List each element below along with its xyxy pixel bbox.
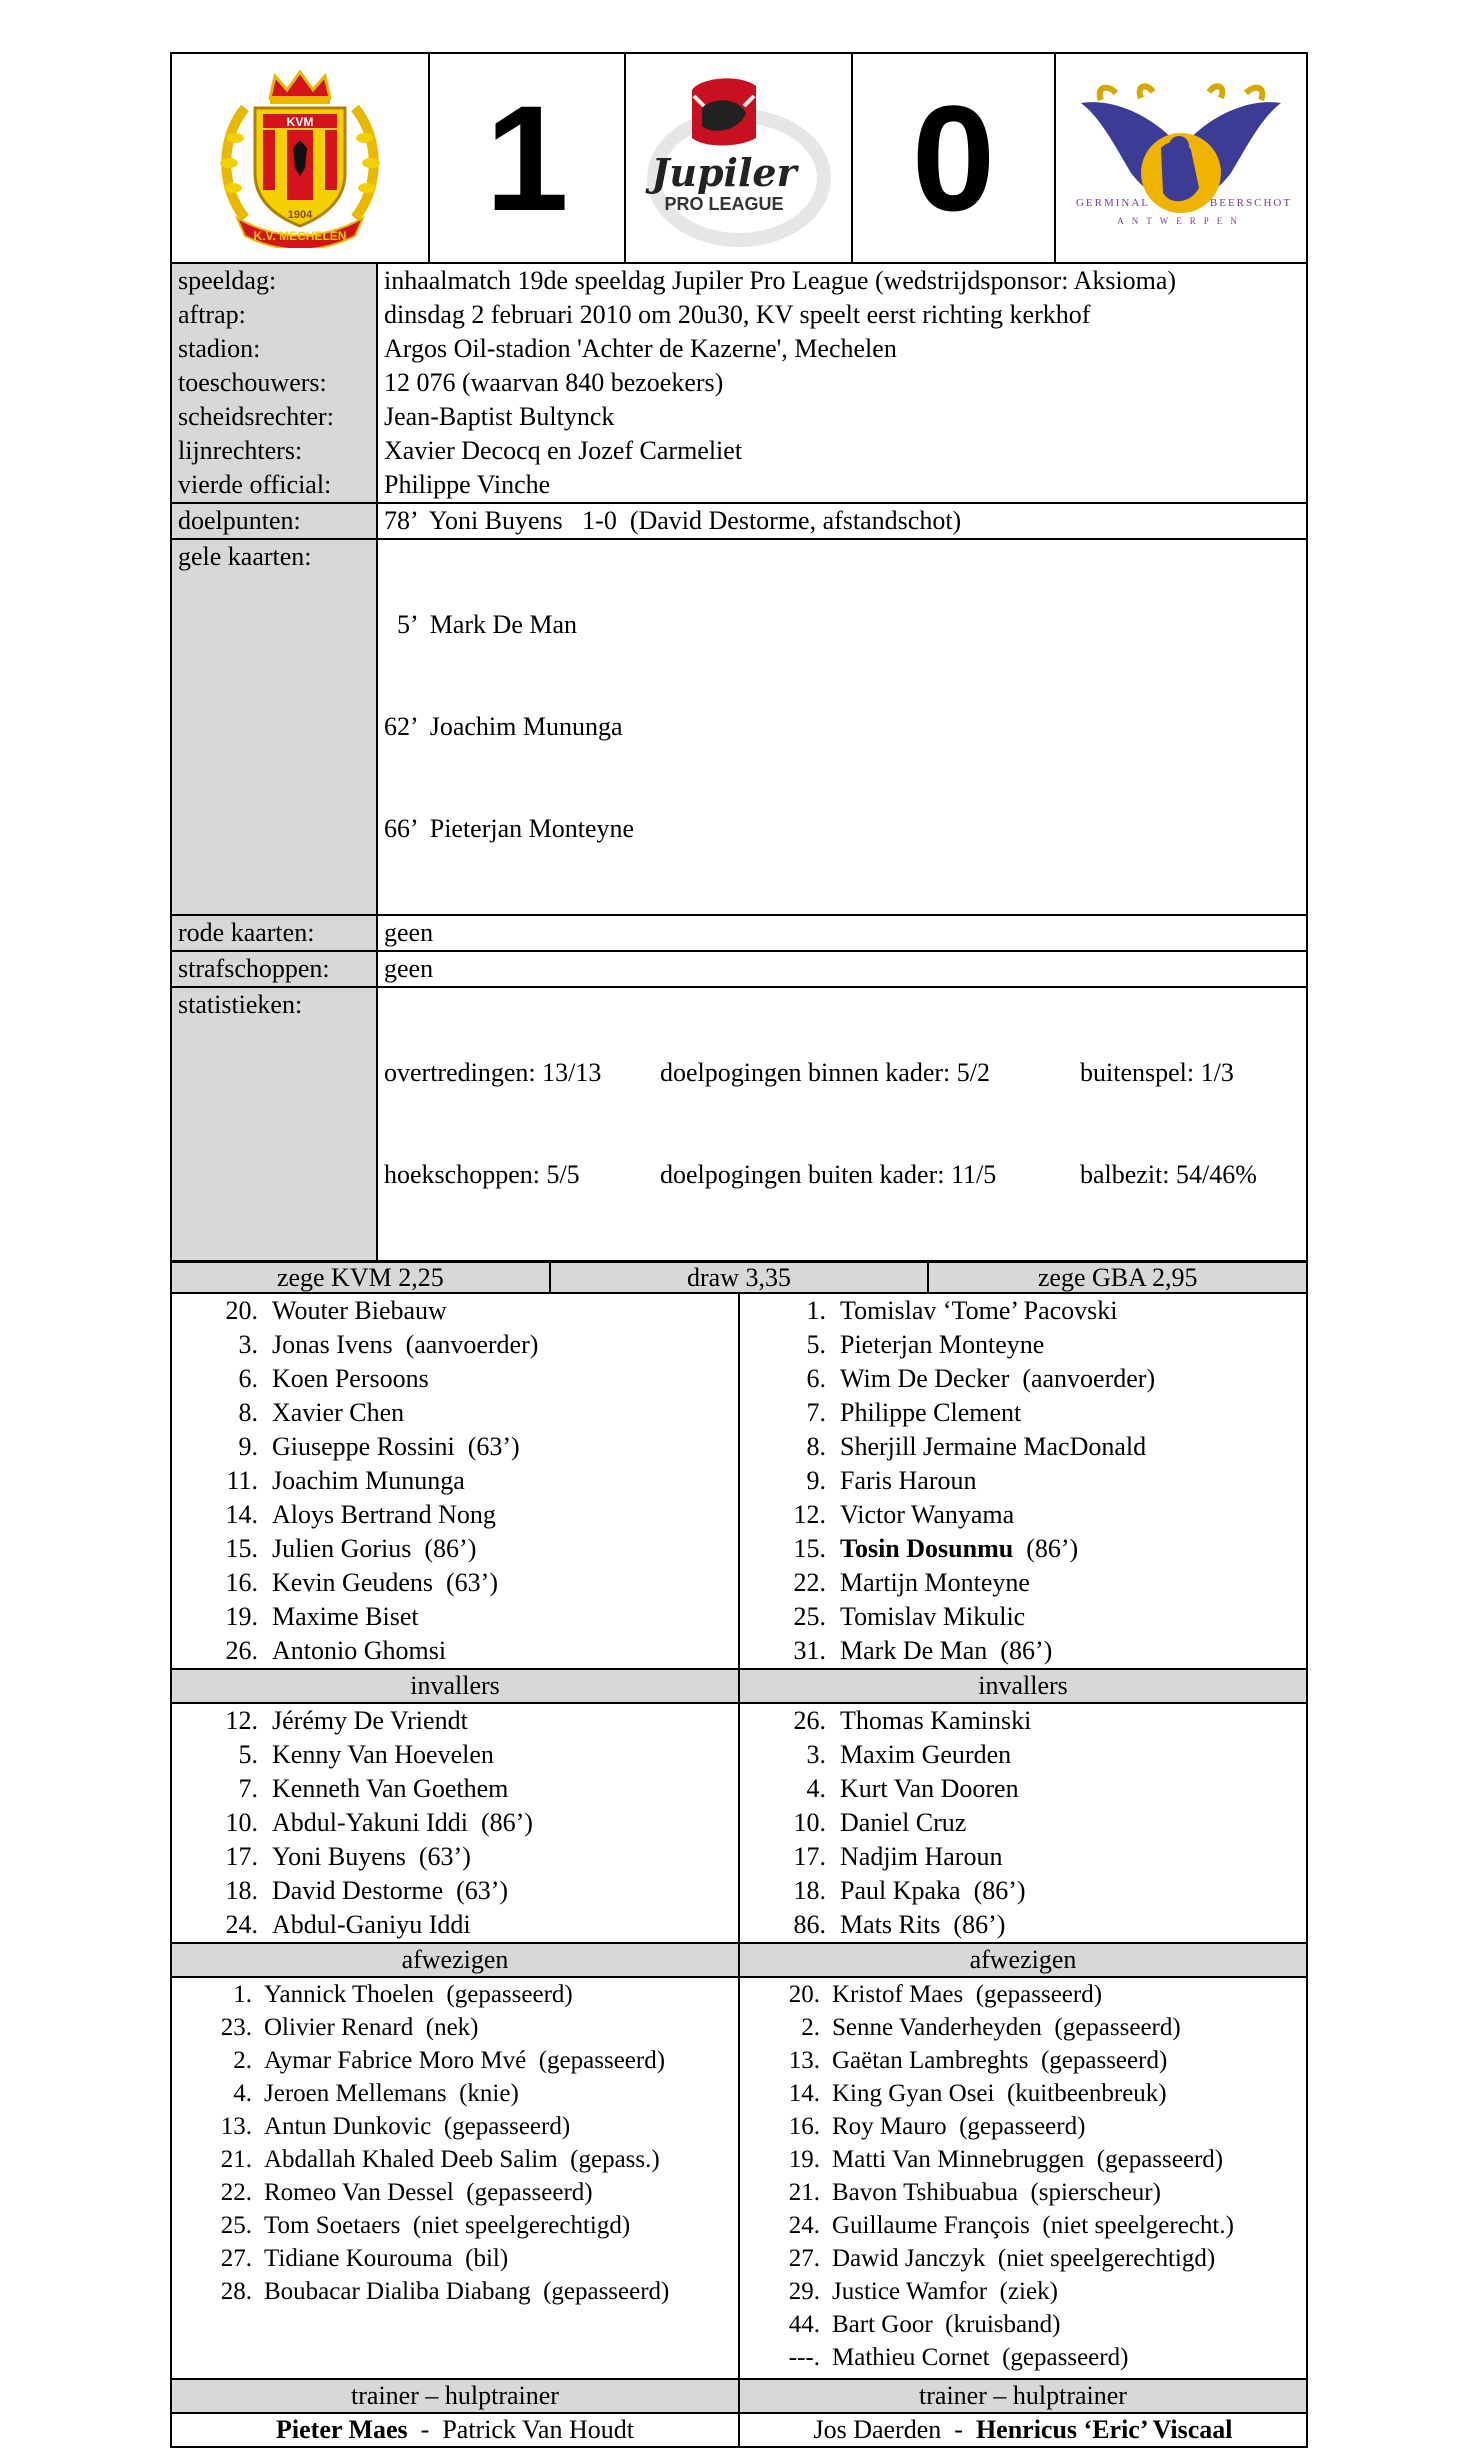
- home-score: 1: [485, 74, 569, 242]
- player-name: Antonio Ghomsi: [272, 1636, 447, 1665]
- player-name: Kurt Van Dooren: [840, 1774, 1019, 1803]
- shirt-number: 3.: [238, 1330, 258, 1359]
- player-row: [172, 2044, 738, 2077]
- player-name: Tom Soetaers (niet speelgerechtigd): [264, 2212, 631, 2239]
- shirt-number: 2.: [801, 2014, 820, 2041]
- player-row: [740, 1328, 1306, 1362]
- shirt-number: 20.: [225, 1296, 258, 1325]
- player-row: [172, 1634, 738, 1668]
- shirt-number: 1.: [806, 1296, 826, 1325]
- player-name: Bavon Tshibuabua (spierscheur): [832, 2179, 1161, 2206]
- yellow-card-item: 5’ Mark De Man: [384, 610, 578, 639]
- value-stadion: Argos Oil-stadion 'Achter de Kazerne', Mechelen: [384, 334, 897, 363]
- value-aftrap: dinsdag 2 februari 2010 om 20u30, KV speelt eerst richting kerkhof: [384, 300, 1091, 329]
- player-row: [740, 2011, 1306, 2044]
- player-row: [172, 2110, 738, 2143]
- player-row: [740, 1600, 1306, 1634]
- value-lijnrechters: Xavier Decocq en Jozef Carmeliet: [384, 436, 743, 465]
- shirt-number: 15.: [793, 1534, 826, 1563]
- value-vierde-official: Philippe Vinche: [384, 470, 551, 499]
- yellow-card-item: 66’ Pieterjan Monteyne: [384, 814, 635, 843]
- shirt-number: 10.: [225, 1808, 258, 1837]
- player-name: Daniel Cruz: [840, 1808, 967, 1837]
- label-strafschoppen: strafschoppen:: [172, 951, 377, 987]
- jupiler-wordmark: Jupiler: [650, 150, 797, 195]
- player-name: Tomislav ‘Tome’ Pacovski: [840, 1296, 1118, 1325]
- player-name: Jeroen Mellemans (knie): [264, 2080, 519, 2107]
- shirt-number: 27.: [788, 2245, 820, 2272]
- shirt-number: 21.: [220, 2146, 252, 2173]
- shirt-number: 29.: [788, 2278, 820, 2305]
- stat-buiten-kader: doelpogingen buiten kader: 11/5: [660, 1160, 997, 1189]
- player-name: Wim De Decker (aanvoerder): [840, 1364, 1156, 1393]
- player-name: King Gyan Osei (kuitbeenbreuk): [832, 2080, 1167, 2107]
- shirt-number: 9.: [238, 1432, 258, 1461]
- gba-name-right: BEERSCHOT: [1209, 197, 1293, 209]
- player-name: Guillaume François (niet speelgerecht.): [832, 2212, 1234, 2239]
- shirt-number: 16.: [788, 2113, 820, 2140]
- player-name: Yoni Buyens (63’): [272, 1842, 471, 1871]
- player-row: [740, 1978, 1306, 2011]
- player-name: Romeo Van Dessel (gepasseerd): [264, 2179, 593, 2206]
- home-score-cell: [430, 54, 626, 262]
- shirt-number: 7.: [238, 1774, 258, 1803]
- player-name: Aloys Bertrand Nong: [272, 1500, 496, 1529]
- player-row: [740, 1294, 1306, 1328]
- value-toeschouwers: 12 076 (waarvan 840 bezoekers): [384, 368, 724, 397]
- player-name: Kevin Geudens (63’): [272, 1568, 498, 1597]
- home-absent-header: afwezigen: [172, 1942, 740, 1978]
- home-assistant: Patrick Van Houdt: [442, 2415, 634, 2444]
- stat-hoekschoppen: hoekschoppen: 5/5: [384, 1160, 580, 1189]
- shirt-number: 17.: [225, 1842, 258, 1871]
- player-name: Aymar Fabrice Moro Mvé (gepasseerd): [264, 2047, 666, 2074]
- player-row: [740, 1704, 1306, 1738]
- player-name: Boubacar Dialiba Diabang (gepasseerd): [264, 2278, 670, 2305]
- label-statistieken: statistieken:: [172, 987, 377, 1260]
- player-row: [740, 1362, 1306, 1396]
- away-score-cell: [853, 54, 1056, 262]
- player-row: [740, 1498, 1306, 1532]
- absent-header-row: [170, 1942, 1308, 1978]
- shirt-number: 31.: [793, 1636, 826, 1665]
- player-row: [172, 1430, 738, 1464]
- player-name: Kristof Maes (gepasseerd): [832, 1981, 1103, 2008]
- germinal-beerschot-logo-icon: [1061, 78, 1301, 238]
- player-row: [172, 1396, 738, 1430]
- player-row: [172, 1362, 738, 1396]
- shirt-number: 25.: [793, 1602, 826, 1631]
- stat-overtredingen: overtredingen: 13/13: [384, 1058, 602, 1087]
- player-row: [740, 1840, 1306, 1874]
- player-name: Giuseppe Rossini (63’): [272, 1432, 520, 1461]
- yellow-card-item: 62’ Joachim Mununga: [384, 712, 623, 741]
- odds-bar: [170, 1260, 1308, 1294]
- shirt-number: 12.: [225, 1706, 258, 1735]
- player-row: [172, 2275, 738, 2308]
- label-rode-kaarten: rode kaarten:: [172, 915, 377, 951]
- home-subs: [172, 1704, 740, 1942]
- shirt-number: 11.: [226, 1466, 258, 1495]
- player-row: [172, 1294, 738, 1328]
- player-row: [172, 1600, 738, 1634]
- player-name: Victor Wanyama: [840, 1500, 1015, 1529]
- player-row: [172, 1978, 738, 2011]
- player-row: [740, 1634, 1306, 1668]
- player-row: [740, 1430, 1306, 1464]
- player-name: Justice Wamfor (ziek): [832, 2278, 1058, 2305]
- player-row: [172, 1840, 738, 1874]
- absent-section: [170, 1978, 1308, 2378]
- jupiler-pro-league-logo-icon: [644, 68, 834, 248]
- player-name: Nadjim Haroun: [840, 1842, 1003, 1871]
- player-name: Abdul-Ganiyu Iddi: [272, 1910, 471, 1939]
- shirt-number: 19.: [788, 2146, 820, 2173]
- away-score: 0: [911, 74, 996, 242]
- value-scheidsrechter: Jean-Baptist Bultynck: [384, 402, 615, 431]
- player-row: [172, 2143, 738, 2176]
- label-speeldag: speeldag:: [172, 264, 377, 298]
- away-trainer-header: trainer – hulptrainer: [740, 2378, 1306, 2414]
- player-name: Julien Gorius (86’): [272, 1534, 477, 1563]
- player-row: [740, 1532, 1306, 1566]
- home-trainer-header: trainer – hulptrainer: [172, 2378, 740, 2414]
- player-name: Maxime Biset: [272, 1602, 419, 1631]
- label-gele-kaarten: gele kaarten:: [172, 539, 377, 915]
- player-row: [740, 1464, 1306, 1498]
- label-lijnrechters: lijnrechters:: [172, 434, 377, 468]
- shirt-number: 28.: [220, 2278, 252, 2305]
- player-name: Paul Kpaka (86’): [840, 1876, 1026, 1905]
- label-aftrap: aftrap:: [172, 298, 377, 332]
- player-row: [740, 2176, 1306, 2209]
- shirt-number: 15.: [225, 1534, 258, 1563]
- away-logo-cell: [1056, 54, 1306, 262]
- home-absent: [172, 1978, 740, 2378]
- player-row: [172, 2242, 738, 2275]
- sub-minute: (86’): [1013, 1534, 1079, 1563]
- player-row: [740, 1874, 1306, 1908]
- shirt-number: 21.: [788, 2179, 820, 2206]
- shirt-number: 18.: [225, 1876, 258, 1905]
- player-row: [740, 2044, 1306, 2077]
- shirt-number: 18.: [793, 1876, 826, 1905]
- player-row: [740, 1806, 1306, 1840]
- trainer-separator: -: [407, 2415, 443, 2444]
- player-name: Mark De Man (86’): [840, 1636, 1053, 1665]
- player-name: Maxim Geurden: [840, 1740, 1012, 1769]
- away-absent: [740, 1978, 1306, 2378]
- shirt-number: 12.: [793, 1500, 826, 1529]
- player-name: Yannick Thoelen (gepasseerd): [264, 1981, 573, 2008]
- player-row: [172, 2011, 738, 2044]
- player-row: [172, 2176, 738, 2209]
- shirt-number: 14.: [788, 2080, 820, 2107]
- player-name: Antun Dunkovic (gepasseerd): [264, 2113, 571, 2140]
- shirt-number: 24.: [225, 1910, 258, 1939]
- player-name: Bart Goor (kruisband): [832, 2311, 1061, 2338]
- label-stadion: stadion:: [172, 332, 377, 366]
- shirt-number: 20.: [788, 1981, 820, 2008]
- away-absent-header: afwezigen: [740, 1942, 1306, 1978]
- shirt-number: 8.: [238, 1398, 258, 1427]
- score-header: [170, 52, 1308, 264]
- value-doelpunten: 78’ Yoni Buyens 1-0 (David Destorme, afstandschot): [377, 503, 1306, 539]
- shirt-number: 6.: [806, 1364, 826, 1393]
- player-row: [740, 1772, 1306, 1806]
- shirt-number: 19.: [225, 1602, 258, 1631]
- shirt-number: 26.: [793, 1706, 826, 1735]
- player-name: Abdallah Khaled Deeb Salim (gepass.): [264, 2146, 660, 2173]
- away-trainers: [740, 2414, 1306, 2446]
- player-row: [740, 1566, 1306, 1600]
- shirt-number: 26.: [225, 1636, 258, 1665]
- stat-buitenspel: buitenspel: 1/3: [1080, 1058, 1234, 1087]
- player-name: Koen Persoons: [272, 1364, 429, 1393]
- shirt-number: 13.: [788, 2047, 820, 2074]
- league-logo-cell: [626, 54, 853, 262]
- player-name: Kenneth Van Goethem: [272, 1774, 509, 1803]
- away-subs: [740, 1704, 1306, 1942]
- player-name: Wouter Biebauw: [272, 1296, 447, 1325]
- player-name: Matti Van Minnebruggen (gepasseerd): [832, 2146, 1224, 2173]
- player-name: Tomislav Mikulic: [840, 1602, 1026, 1631]
- home-trainer: Pieter Maes: [276, 2415, 408, 2444]
- player-name: Sherjill Jermaine MacDonald: [840, 1432, 1147, 1461]
- player-name: Roy Mauro (gepasseerd): [832, 2113, 1086, 2140]
- home-starters: [172, 1294, 740, 1668]
- value-statistieken: [377, 987, 1306, 1260]
- shirt-number: 8.: [806, 1432, 826, 1461]
- label-scheidsrechter: scheidsrechter:: [172, 400, 377, 434]
- gba-name-left: GERMINAL: [1075, 197, 1151, 209]
- kvm-crest-year: 1904: [287, 209, 313, 221]
- player-row: [172, 1806, 738, 1840]
- away-assistant: Henricus ‘Eric’ Viscaal: [975, 2415, 1233, 2444]
- shirt-number: 44.: [788, 2311, 820, 2338]
- player-name: Mats Rits (86’): [840, 1910, 1006, 1939]
- player-row: [172, 1908, 738, 1942]
- label-doelpunten: doelpunten:: [172, 503, 377, 539]
- shirt-number: 86.: [793, 1910, 826, 1939]
- shirt-number: 5.: [238, 1740, 258, 1769]
- shirt-number: ---.: [788, 2344, 820, 2371]
- stat-balbezit: balbezit: 54/46%: [1080, 1160, 1257, 1189]
- shirt-number: 5.: [806, 1330, 826, 1359]
- player-row: [740, 2242, 1306, 2275]
- player-row: [172, 1532, 738, 1566]
- shirt-number: 24.: [788, 2212, 820, 2239]
- label-vierde-official: vierde official:: [172, 468, 377, 503]
- shirt-number: 2.: [233, 2047, 252, 2074]
- odds-away: zege GBA 2,95: [1037, 1263, 1198, 1292]
- shirt-number: 27.: [220, 2245, 252, 2272]
- player-name: Tidiane Kourouma (bil): [264, 2245, 509, 2272]
- trainer-row: [170, 2414, 1308, 2448]
- shirt-number: 1.: [233, 1981, 252, 2008]
- player-row: [172, 1464, 738, 1498]
- label-toeschouwers: toeschouwers:: [172, 366, 377, 400]
- player-name: Thomas Kaminski: [840, 1706, 1032, 1735]
- player-name: Xavier Chen: [272, 1398, 405, 1427]
- player-name: Dawid Janczyk (niet speelgerechtigd): [832, 2245, 1216, 2272]
- player-row: [172, 1328, 738, 1362]
- player-row: [172, 1566, 738, 1600]
- player-row: [740, 2308, 1306, 2341]
- odds-draw: draw 3,35: [551, 1263, 930, 1292]
- home-logo-cell: [172, 54, 430, 262]
- shirt-number: 9.: [806, 1466, 826, 1495]
- odds-home: zege KVM 2,25: [172, 1263, 551, 1292]
- value-rode-kaarten: geen: [377, 915, 1306, 951]
- kv-mechelen-crest-icon: [215, 68, 385, 248]
- player-name: David Destorme (63’): [272, 1876, 509, 1905]
- player-row: [172, 1772, 738, 1806]
- starters-section: [170, 1294, 1308, 1668]
- player-row: [740, 2209, 1306, 2242]
- player-row: [172, 1874, 738, 1908]
- trainer-header-row: [170, 2378, 1308, 2414]
- shirt-number: 23.: [220, 2014, 252, 2041]
- player-row: [740, 1908, 1306, 1942]
- player-name: Olivier Renard (nek): [264, 2014, 479, 2041]
- shirt-number: 7.: [806, 1398, 826, 1427]
- player-name: Martijn Monteyne: [840, 1568, 1030, 1597]
- home-trainers: [172, 2414, 740, 2446]
- player-row: [172, 1738, 738, 1772]
- shirt-number: 16.: [225, 1568, 258, 1597]
- player-name: Pieterjan Monteyne: [840, 1330, 1045, 1359]
- player-row: [740, 2110, 1306, 2143]
- away-starters: [740, 1294, 1306, 1668]
- shirt-number: 14.: [225, 1500, 258, 1529]
- subs-section: [170, 1704, 1308, 1942]
- value-strafschoppen: geen: [377, 951, 1306, 987]
- player-row: [740, 1738, 1306, 1772]
- subs-header-row: [170, 1668, 1308, 1704]
- player-row: [740, 2143, 1306, 2176]
- kvm-crest-letters: KVM: [286, 115, 314, 129]
- shirt-number: 22.: [793, 1568, 826, 1597]
- away-subs-header: invallers: [740, 1668, 1306, 1704]
- player-name: Abdul-Yakuni Iddi (86’): [272, 1808, 533, 1837]
- kvm-crest-name: K.V. MECHELEN: [253, 229, 347, 243]
- player-row: [740, 1396, 1306, 1430]
- shirt-number: 4.: [806, 1774, 826, 1803]
- player-name: Faris Haroun: [840, 1466, 977, 1495]
- player-name: Kenny Van Hoevelen: [272, 1740, 494, 1769]
- value-speeldag: inhaalmatch 19de speeldag Jupiler Pro League (wedstrijdsponsor: Aksioma): [384, 266, 1177, 295]
- player-row: [740, 2275, 1306, 2308]
- shirt-number: 22.: [220, 2179, 252, 2206]
- match-info: [170, 264, 1308, 1260]
- player-name: Senne Vanderheyden (gepasseerd): [832, 2014, 1181, 2041]
- player-name: Tosin Dosunmu: [840, 1534, 1014, 1563]
- player-name: Gaëtan Lambreghts (gepasseerd): [832, 2047, 1168, 2074]
- player-name: Mathieu Cornet (gepasseerd): [832, 2344, 1129, 2371]
- player-name: Jonas Ivens (aanvoerder): [272, 1330, 539, 1359]
- player-row: [740, 2341, 1306, 2374]
- gba-city: ANTWERPEN: [1117, 216, 1245, 226]
- shirt-number: 3.: [806, 1740, 826, 1769]
- away-trainer: Jos Daerden: [813, 2415, 942, 2444]
- shirt-number: 4.: [233, 2080, 252, 2107]
- player-name: Philippe Clement: [840, 1398, 1022, 1427]
- shirt-number: 6.: [238, 1364, 258, 1393]
- player-row: [172, 1704, 738, 1738]
- player-name: Jérémy De Vriendt: [272, 1706, 468, 1735]
- shirt-number: 13.: [220, 2113, 252, 2140]
- trainer-separator: -: [941, 2415, 976, 2444]
- player-name: Joachim Mununga: [272, 1466, 465, 1495]
- shirt-number: 25.: [220, 2212, 252, 2239]
- value-gele-kaarten: [377, 539, 1306, 915]
- shirt-number: 10.: [793, 1808, 826, 1837]
- player-row: [172, 2209, 738, 2242]
- home-subs-header: invallers: [172, 1668, 740, 1704]
- shirt-number: 17.: [793, 1842, 826, 1871]
- player-row: [172, 1498, 738, 1532]
- stat-binnen-kader: doelpogingen binnen kader: 5/2: [660, 1058, 990, 1087]
- pro-league-wordmark: PRO LEAGUE: [663, 194, 784, 214]
